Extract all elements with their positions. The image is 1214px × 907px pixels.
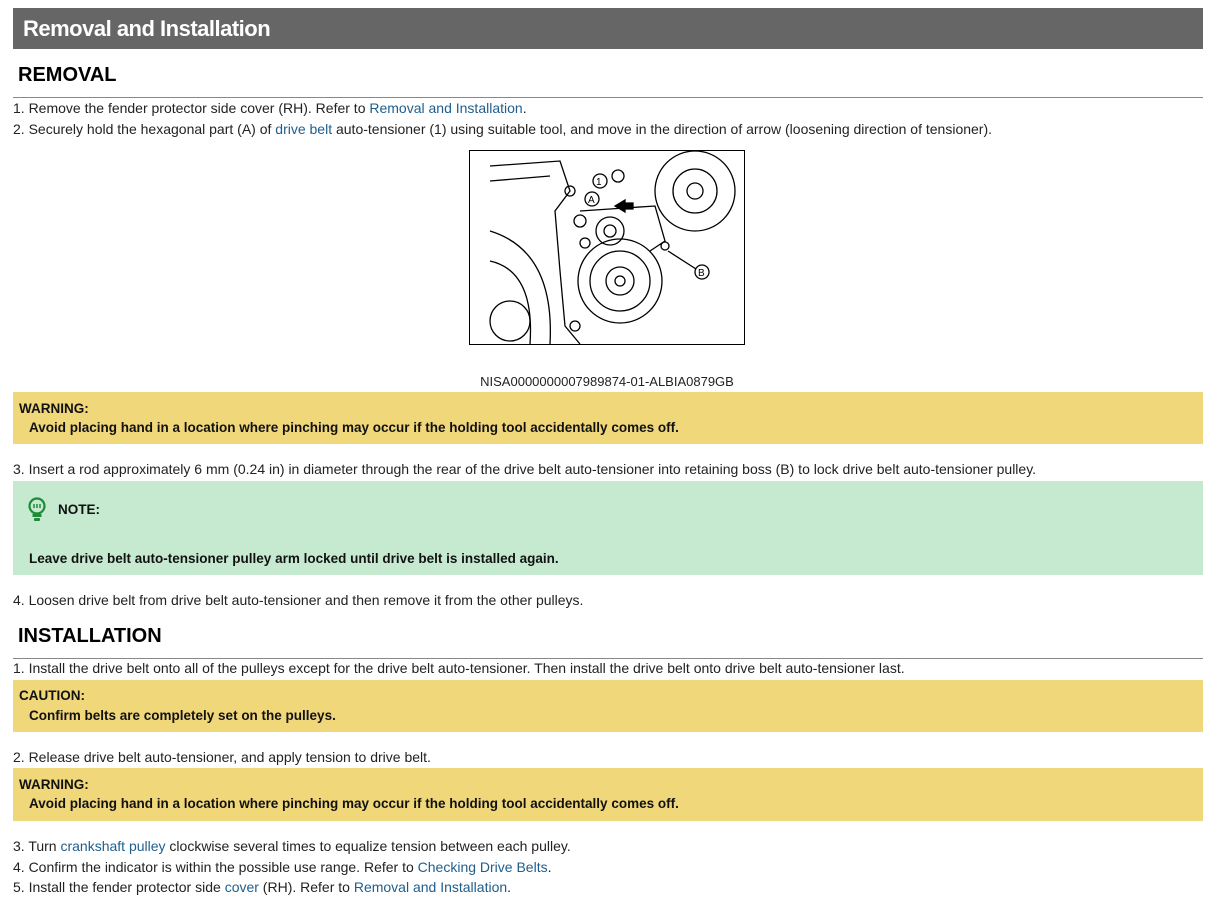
link-cover[interactable]: cover bbox=[224, 879, 259, 895]
step-text: . bbox=[522, 100, 527, 116]
page-title: Removal and Installation bbox=[13, 8, 1203, 49]
figure-caption: NISA0000000007989874-01-ALBIA0879GB bbox=[480, 374, 734, 389]
warning-title: WARNING: bbox=[19, 777, 89, 792]
removal-step-1 bbox=[13, 99, 527, 117]
section-title-removal: REMOVAL bbox=[18, 64, 117, 86]
divider bbox=[13, 97, 1203, 98]
lightbulb-icon bbox=[27, 497, 47, 526]
tensioner-illustration bbox=[469, 150, 745, 345]
link-checking-drive-belts[interactable]: Checking Drive Belts bbox=[417, 859, 548, 875]
caution-title: CAUTION: bbox=[19, 688, 85, 703]
installation-step-2: 2. Release drive belt auto-tensioner, and apply tension to drive belt. bbox=[13, 749, 431, 765]
installation-step-5 bbox=[13, 878, 511, 896]
step-text: 1. Remove the fender protector side cover (RH). Refer to bbox=[13, 100, 370, 116]
step-text: clockwise several times to equalize tension between each pulley. bbox=[165, 838, 571, 854]
label-1: 1 bbox=[596, 177, 602, 188]
removal-step-2 bbox=[13, 120, 992, 138]
installation-step-1: 1. Install the drive belt onto all of the pulleys except for the drive belt auto-tensioner. Then install the drive belt onto drive belt auto-tensioner last. bbox=[13, 660, 905, 676]
label-a: A bbox=[588, 195, 595, 206]
warning-box bbox=[13, 768, 1203, 821]
link-crankshaft-pulley[interactable]: crankshaft pulley bbox=[60, 838, 166, 854]
link-drive-belt[interactable]: drive belt bbox=[275, 121, 333, 137]
installation-step-3 bbox=[13, 837, 571, 855]
step-text: auto-tensioner (1) using suitable tool, and move in the direction of arrow (loosening direction of tensioner). bbox=[332, 121, 993, 137]
removal-step-4: 4. Loosen drive belt from drive belt auto-tensioner and then remove it from the other pulleys. bbox=[13, 592, 584, 608]
warning-title: WARNING: bbox=[19, 401, 89, 416]
removal-step-3: 3. Insert a rod approximately 6 mm (0.24 in) in diameter through the rear of the drive belt auto-tensioner into retaining boss (B) to lock drive belt auto-tensioner pulley. bbox=[13, 461, 1037, 477]
step-text: . bbox=[507, 879, 512, 895]
installation-step-4 bbox=[13, 858, 551, 876]
step-text: (RH). Refer to bbox=[258, 879, 354, 895]
section-title-installation: INSTALLATION bbox=[18, 625, 162, 647]
step-text: 4. Confirm the indicator is within the possible use range. Refer to bbox=[13, 859, 418, 875]
label-b: B bbox=[698, 268, 705, 279]
caution-box bbox=[13, 680, 1203, 732]
link-removal-and-installation[interactable]: Removal and Installation bbox=[369, 100, 523, 116]
step-text: 3. Turn bbox=[13, 838, 61, 854]
caution-text: Confirm belts are completely set on the pulleys. bbox=[29, 708, 336, 723]
warning-text: Avoid placing hand in a location where pinching may occur if the holding tool accidentally comes off. bbox=[29, 420, 679, 435]
step-text: . bbox=[547, 859, 552, 875]
note-title: NOTE: bbox=[58, 502, 100, 517]
warning-text: Avoid placing hand in a location where pinching may occur if the holding tool accidentally comes off. bbox=[29, 796, 679, 811]
warning-box bbox=[13, 392, 1203, 444]
step-text: 5. Install the fender protector side bbox=[13, 879, 225, 895]
note-text: Leave drive belt auto-tensioner pulley arm locked until drive belt is installed again. bbox=[29, 551, 559, 566]
link-removal-and-installation[interactable]: Removal and Installation bbox=[353, 879, 508, 895]
step-text: 2. Securely hold the hexagonal part (A) of bbox=[13, 121, 276, 137]
note-box bbox=[13, 481, 1203, 575]
